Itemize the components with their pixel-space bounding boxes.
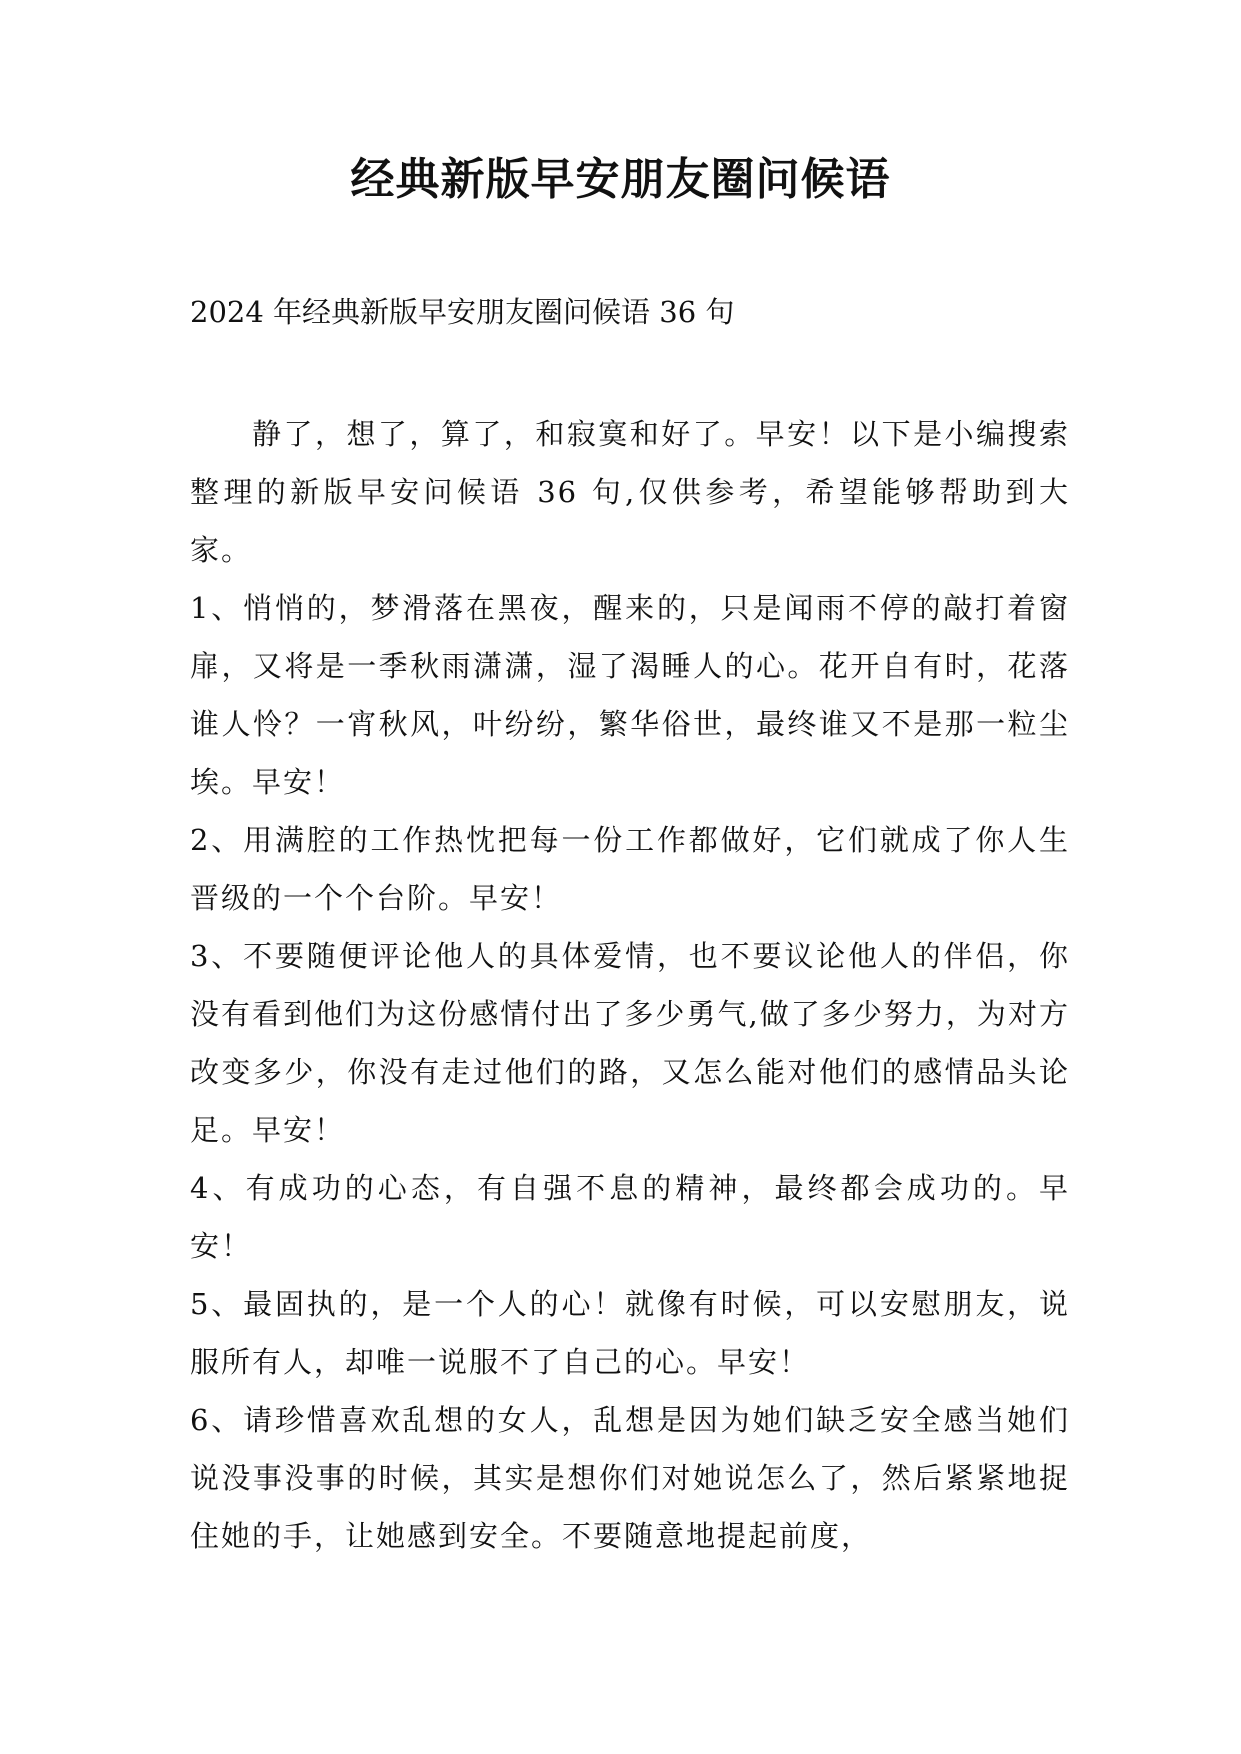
document-title: 经典新版早安朋友圈问候语	[350, 154, 891, 205]
list-item: 1、悄悄的，梦滑落在黑夜，醒来的，只是闻雨不停的敲打着窗扉，又将是一季秋雨潇潇，湿了渴睡人的心。花开自有时，花落谁人怜？一宵秋风，叶纷纷，繁华俗世，最终谁又不是那一粒尘埃。早安！	[190, 591, 1070, 799]
document-subtitle: 2024 年经典新版早安朋友圈问候语 36 句	[190, 295, 735, 329]
list-item: 6、请珍惜喜欢乱想的女人，乱想是因为她们缺乏安全感当她们说没事没事的时候，其实是想你们对她说怎么了，然后紧紧地捉住她的手，让她感到安全。不要随意地提起前度，	[190, 1403, 1070, 1553]
list-item: 5、最固执的，是一个人的心！就像有时候，可以安慰朋友，说服所有人，却唯一说服不了自己的心。早安！	[190, 1287, 1070, 1379]
document-body	[190, 405, 1070, 1565]
list-item: 3、不要随便评论他人的具体爱情，也不要议论他人的伴侣，你没有看到他们为这份感情付出了多少勇气,做了多少努力，为对方改变多少，你没有走过他们的路，又怎么能对他们的感情品头论足。早安！	[190, 939, 1070, 1147]
intro-paragraph: 静了，想了，算了，和寂寞和好了。早安！以下是小编搜索整理的新版早安问候语 36 句,仅供参考，希望能够帮助到大家。	[190, 417, 1070, 567]
list-item: 4、有成功的心态，有自强不息的精神，最终都会成功的。早安！	[190, 1171, 1070, 1263]
list-item: 2、用满腔的工作热忱把每一份工作都做好，它们就成了你人生晋级的一个个台阶。早安！	[190, 823, 1070, 915]
